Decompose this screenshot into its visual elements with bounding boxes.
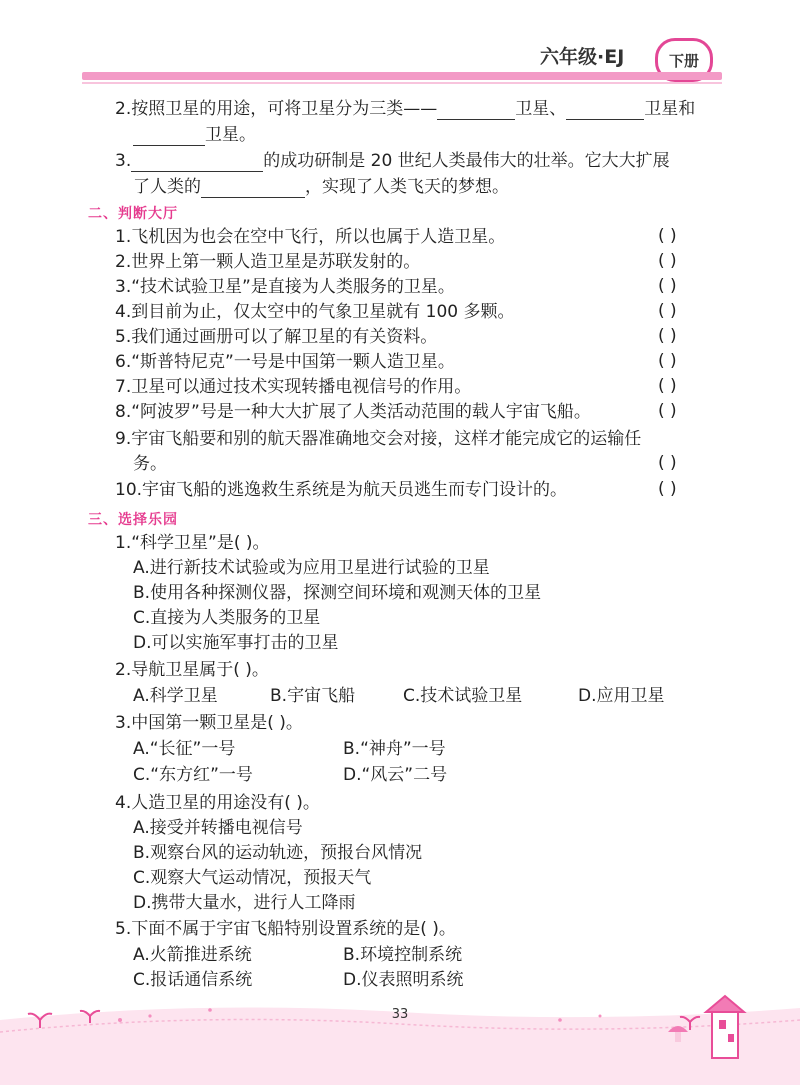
judge-item: 8.“阿波罗”号是一种大大扩展了人类活动范围的载人宇宙飞船。 [115, 402, 591, 422]
choice-option[interactable]: C.技术试验卫星 [403, 686, 523, 706]
judge-answer-paren[interactable]: ( ) [658, 226, 677, 246]
choice-option[interactable]: C.直接为人类服务的卫星 [133, 608, 321, 628]
judge-item: 7.卫星可以通过技术实现转播电视信号的作用。 [115, 377, 472, 397]
answer-blank[interactable] [437, 101, 515, 120]
judge-answer-paren[interactable]: ( ) [658, 251, 677, 271]
judge-answer-paren[interactable]: ( ) [658, 479, 677, 499]
judge-answer-paren[interactable]: ( ) [658, 351, 677, 371]
header-bar-thin [82, 82, 722, 84]
choice-question: 4.人造卫星的用途没有( )。 [115, 793, 320, 813]
choice-option[interactable]: D.可以实施军事打击的卫星 [133, 633, 339, 653]
fill-q3-text-a: 3. [115, 151, 132, 171]
judge-item: 6.“斯普特尼克”一号是中国第一颗人造卫星。 [115, 352, 455, 372]
choice-option[interactable]: A.“长征”一号 [133, 739, 236, 759]
fill-q2-line1 [115, 98, 695, 120]
fill-q2-text-c: 卫星和 [644, 99, 696, 119]
choice-option[interactable]: A.科学卫星 [133, 686, 218, 706]
choice-question: 3.中国第一颗卫星是( )。 [115, 713, 303, 733]
judge-item: 1.飞机因为也会在空中飞行，所以也属于人造卫星。 [115, 227, 506, 247]
volume-label: 下册 [668, 51, 699, 70]
choice-option[interactable]: A.火箭推进系统 [133, 945, 252, 965]
answer-blank[interactable] [131, 153, 263, 172]
judge-item: 3.“技术试验卫星”是直接为人类服务的卫星。 [115, 277, 455, 297]
grade-label: 六年级·EJ [540, 46, 625, 68]
choice-option[interactable]: B.观察台风的运动轨迹，预报台风情况 [133, 843, 423, 863]
choice-question: 1.“科学卫星”是( )。 [115, 533, 270, 553]
fill-q2-text-d: 卫星。 [205, 125, 256, 145]
fill-q2-text-b: 卫星、 [515, 99, 567, 119]
choice-option[interactable]: D.携带大量水，进行人工降雨 [133, 893, 356, 913]
header-bar [82, 72, 722, 80]
answer-blank[interactable] [566, 101, 644, 120]
judge-answer-paren[interactable]: ( ) [658, 376, 677, 396]
judge-answer-paren[interactable]: ( ) [658, 301, 677, 321]
fill-q2-line2 [133, 124, 256, 146]
judge-answer-paren[interactable]: ( ) [658, 453, 677, 473]
judge-answer-paren[interactable]: ( ) [658, 401, 677, 421]
fill-q3-text-d: ，实现了人类飞天的梦想。 [305, 177, 509, 197]
fill-q3-line1 [115, 150, 670, 172]
fill-q3-text-b: 的成功研制是 20 世纪人类最伟大的壮举。它大大扩展 [263, 151, 670, 171]
judge-item: 2.世界上第一颗人造卫星是苏联发射的。 [115, 252, 421, 272]
choice-option[interactable]: C.报话通信系统 [133, 970, 253, 990]
choice-option[interactable]: B.“神舟”一号 [343, 739, 446, 759]
answer-blank[interactable] [201, 179, 305, 198]
fill-q3-text-c: 了人类的 [133, 177, 201, 197]
choice-option[interactable]: D.应用卫星 [578, 686, 665, 706]
choice-question: 2.导航卫星属于( )。 [115, 660, 269, 680]
judge-answer-paren[interactable]: ( ) [658, 276, 677, 296]
judge-item: 9.宇宙飞船要和别的航天器准确地交会对接，这样才能完成它的运输任 [115, 429, 642, 449]
fill-q2-text-a: 2.按照卫星的用途，可将卫星分为三类—— [115, 99, 438, 119]
choice-question: 5.下面不属于宇宙飞船特别设置系统的是( )。 [115, 919, 456, 939]
choice-option[interactable]: B.使用各种探测仪器，探测空间环境和观测天体的卫星 [133, 583, 542, 603]
choice-option[interactable]: A.接受并转播电视信号 [133, 818, 303, 838]
answer-blank[interactable] [133, 127, 205, 146]
choice-option[interactable]: C.“东方红”一号 [133, 765, 253, 785]
choice-option[interactable]: C.观察大气运动情况，预报天气 [133, 868, 372, 888]
judge-item: 10.宇宙飞船的逃逸救生系统是为航天员逃生而专门设计的。 [115, 480, 568, 500]
choice-option[interactable]: D.仪表照明系统 [343, 970, 464, 990]
section-title-judge: 二、判断大厅 [88, 206, 178, 222]
choice-option[interactable]: A.进行新技术试验或为应用卫星进行试验的卫星 [133, 558, 490, 578]
judge-item-continued: 务。 [133, 454, 167, 474]
page-number: 33 [391, 1007, 409, 1022]
fill-q3-line2 [133, 176, 509, 198]
judge-item: 4.到目前为止，仅太空中的气象卫星就有 100 多颗。 [115, 302, 515, 322]
section-title-choice: 三、选择乐园 [88, 512, 178, 528]
judge-answer-paren[interactable]: ( ) [658, 326, 677, 346]
choice-option[interactable]: B.环境控制系统 [343, 945, 463, 965]
lighthouse-icon [706, 996, 744, 1058]
judge-item: 5.我们通过画册可以了解卫星的有关资料。 [115, 327, 438, 347]
choice-option[interactable]: B.宇宙飞船 [270, 686, 356, 706]
choice-option[interactable]: D.“风云”二号 [343, 765, 448, 785]
